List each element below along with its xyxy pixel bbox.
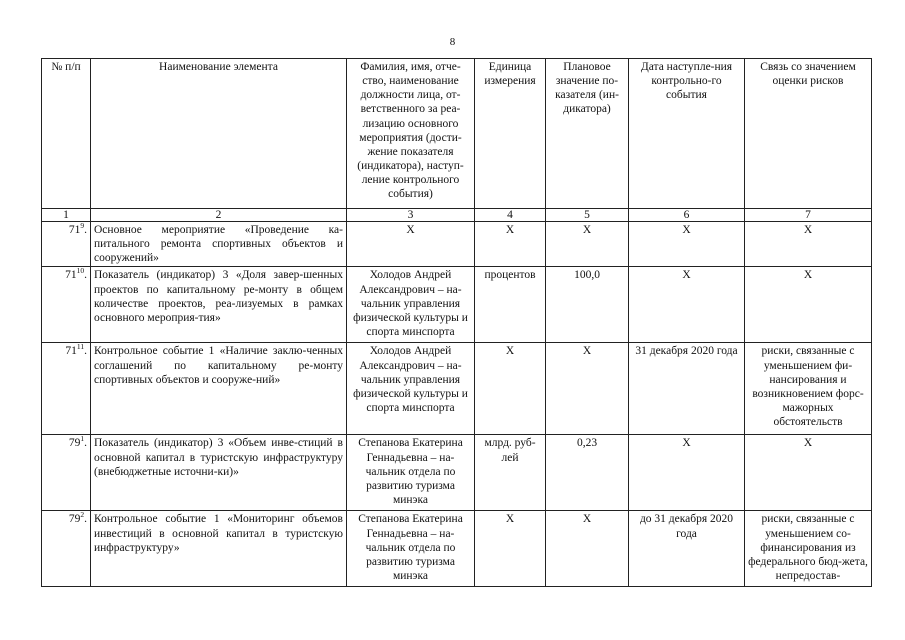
row-number-sup: 11	[76, 342, 85, 352]
header-cell-risk-link: Связь со значением оценки рисков	[745, 59, 872, 209]
responsible-cell: Холодов Андрей Александрович – на-чальник управления физической культуры и спорта минспорта	[347, 343, 475, 435]
column-number: 3	[347, 209, 475, 222]
column-number: 5	[546, 209, 629, 222]
row-number-base: 71	[68, 224, 81, 237]
responsible-cell: Холодов Андрей Александрович – на-чальник управления физической культуры и спорта минспорта	[347, 267, 475, 343]
column-number: 6	[629, 209, 745, 222]
table-row	[42, 435, 872, 511]
table-row	[42, 343, 872, 435]
row-number: $79^1$.	[42, 435, 91, 511]
planned-value-cell: 100,0	[546, 267, 629, 343]
header-cell-planned-value: Плановое значение по-казателя (ин-дикатора)	[546, 59, 629, 209]
event-date-cell: 31 декабря 2020 года	[629, 343, 745, 435]
header-cell-element-name: Наименование элемента	[91, 59, 347, 209]
element-name-cell: Контрольное событие 1 «Наличие заклю-ченных соглашений по капитальному ре-монту спортивных объектов и сооруже-ний»	[91, 343, 347, 435]
header-cell-responsible: Фамилия, имя, отче-ство, наименование должности лица, от-ветственного за реа-лизацию основного мероприятия (дости-жение показателя (индикатора), наступ-ление контрольного события)	[347, 59, 475, 209]
header-row	[42, 59, 872, 209]
unit-cell: процентов	[475, 267, 546, 343]
element-name-cell: Основное мероприятие «Проведение ка-питального ремонта спортивных объектов и сооружений»	[91, 222, 347, 267]
row-number-base: 79	[68, 513, 81, 526]
table-row	[42, 267, 872, 343]
column-number: 2	[91, 209, 347, 222]
header-cell-number: № п/п	[42, 59, 91, 209]
risk-cell: риски, связанные с уменьшением со-финансирования из федерального бюд-жета, непредостав-	[745, 511, 872, 587]
element-name-cell: Показатель (индикатор) 3 «Доля завер-шенных проектов по капитальному ре-монту в общем количестве проектов, реа-лизуемых в рамках основного мероприя-тия»	[91, 267, 347, 343]
event-date-cell: Х	[629, 222, 745, 267]
row-number: $71^9$.	[42, 222, 91, 267]
planned-value-cell: Х	[546, 343, 629, 435]
header-cell-unit: Единица измерения	[475, 59, 546, 209]
responsible-cell: Х	[347, 222, 475, 267]
unit-cell: млрд. руб-лей	[475, 435, 546, 511]
unit-cell: Х	[475, 222, 546, 267]
responsible-cell: Степанова Екатерина Геннадьевна – на-чальник отдела по развитию туризма минэка	[347, 511, 475, 587]
table-row	[42, 222, 872, 267]
row-number-base: 79	[68, 437, 81, 450]
row-number-base: 71	[65, 269, 77, 282]
table-row	[42, 511, 872, 587]
planned-value-cell: Х	[546, 222, 629, 267]
plan-table	[41, 58, 872, 587]
planned-value-cell: Х	[546, 511, 629, 587]
row-number: $71^{11}$.	[42, 343, 91, 435]
responsible-cell: Степанова Екатерина Геннадьевна – на-чальник отдела по развитию туризма минэка	[347, 435, 475, 511]
planned-value-cell: 0,23	[546, 435, 629, 511]
unit-cell: Х	[475, 511, 546, 587]
page-number: 8	[449, 36, 456, 48]
column-number-row	[42, 209, 872, 222]
risk-cell: риски, связанные с уменьшением фи-нансирования и возникновением форс-мажорных обстоятельств	[745, 343, 872, 435]
row-number-sup: 10	[76, 266, 85, 276]
row-number-sup: 2	[80, 510, 85, 520]
row-number-sup: 1	[80, 434, 85, 444]
element-name-cell: Показатель (индикатор) 3 «Объем инве-стиций в основной капитал в туристскую инфраструктуру (внебюджетные источни-ки)»	[91, 435, 347, 511]
event-date-cell: Х	[629, 267, 745, 343]
risk-cell: Х	[745, 267, 872, 343]
row-number-base: 71	[65, 345, 77, 358]
column-number: 1	[42, 209, 91, 222]
row-number: $71^{10}$.	[42, 267, 91, 343]
element-name-cell: Контрольное событие 1 «Мониторинг объемов инвестиций в основной капитал в туристскую инфраструктуру»	[91, 511, 347, 587]
risk-cell: Х	[745, 222, 872, 267]
unit-cell: Х	[475, 343, 546, 435]
column-number: 4	[475, 209, 546, 222]
event-date-cell: до 31 декабря 2020 года	[629, 511, 745, 587]
event-date-cell: Х	[629, 435, 745, 511]
row-number: $79^2$.	[42, 511, 91, 587]
header-cell-event-date: Дата наступле-ния контрольно-го события	[629, 59, 745, 209]
column-number: 7	[745, 209, 872, 222]
row-number-sup: 9	[80, 221, 85, 231]
risk-cell: Х	[745, 435, 872, 511]
